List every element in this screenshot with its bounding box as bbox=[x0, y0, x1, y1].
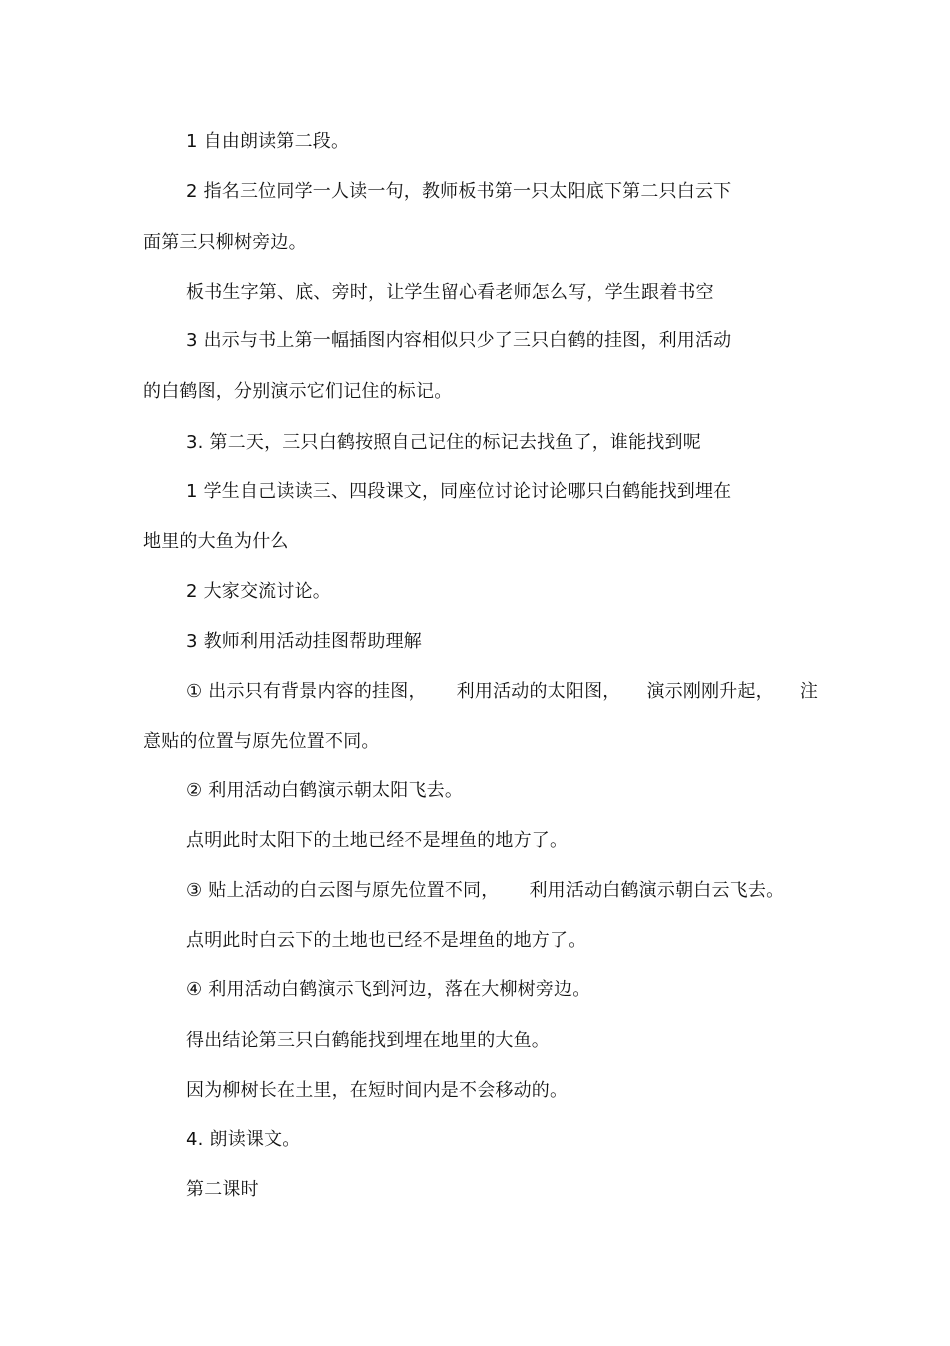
paragraph-line: 意贴的位置与原先位置不同。 bbox=[143, 731, 380, 752]
paragraph-line bbox=[186, 680, 818, 704]
paragraph-line: 板书生字第、底、旁时，让学生留心看老师怎么写，学生跟着书空 bbox=[186, 282, 714, 303]
paragraph-line: 2 大家交流讨论。 bbox=[186, 581, 331, 602]
paragraph-line: ④ 利用活动白鹤演示飞到河边，落在大柳树旁边。 bbox=[186, 979, 591, 1000]
paragraph-line: 因为柳树长在土里，在短时间内是不会移动的。 bbox=[186, 1080, 569, 1101]
paragraph-line: 3 出示与书上第一幅插图内容相似只少了三只白鹤的挂图，利用活动 bbox=[186, 330, 732, 351]
line-segment: ① 出示只有背景内容的挂图， bbox=[186, 681, 427, 702]
paragraph-line: 3. 第二天，三只白鹤按照自己记住的标记去找鱼了，谁能找到呢 bbox=[186, 432, 701, 453]
paragraph-line bbox=[186, 879, 784, 903]
paragraph-line: 1 学生自己读读三、四段课文，同座位讨论讨论哪只白鹤能找到埋在 bbox=[186, 481, 732, 502]
paragraph-line: 得出结论第三只白鹤能找到埋在地里的大鱼。 bbox=[186, 1030, 550, 1051]
paragraph-line: 面第三只柳树旁边。 bbox=[143, 232, 307, 253]
paragraph-line: 的白鹤图，分别演示它们记住的标记。 bbox=[143, 381, 453, 402]
paragraph-line: 4. 朗读课文。 bbox=[186, 1129, 301, 1150]
paragraph-line: ② 利用活动白鹤演示朝太阳飞去。 bbox=[186, 780, 464, 801]
line-segment: 演示刚刚升起， bbox=[646, 681, 774, 702]
paragraph-line: 点明此时太阳下的土地已经不是埋鱼的地方了。 bbox=[186, 830, 569, 851]
line-segment: 利用活动白鹤演示朝白云飞去。 bbox=[529, 880, 785, 901]
section-heading: 第二课时 bbox=[186, 1179, 259, 1200]
paragraph-line: 2 指名三位同学一人读一句，教师板书第一只太阳底下第二只白云下 bbox=[186, 181, 732, 202]
line-segment: 注 bbox=[799, 681, 819, 702]
paragraph-line: 3 教师利用活动挂图帮助理解 bbox=[186, 631, 422, 652]
line-segment: 利用活动的太阳图， bbox=[456, 681, 621, 702]
paragraph-line: 地里的大鱼为什么 bbox=[143, 531, 289, 552]
paragraph-line: 1 自由朗读第二段。 bbox=[186, 131, 350, 152]
paragraph-line: 点明此时白云下的土地也已经不是埋鱼的地方了。 bbox=[186, 930, 587, 951]
line-segment: ③ 贴上活动的白云图与原先位置不同， bbox=[186, 880, 500, 901]
